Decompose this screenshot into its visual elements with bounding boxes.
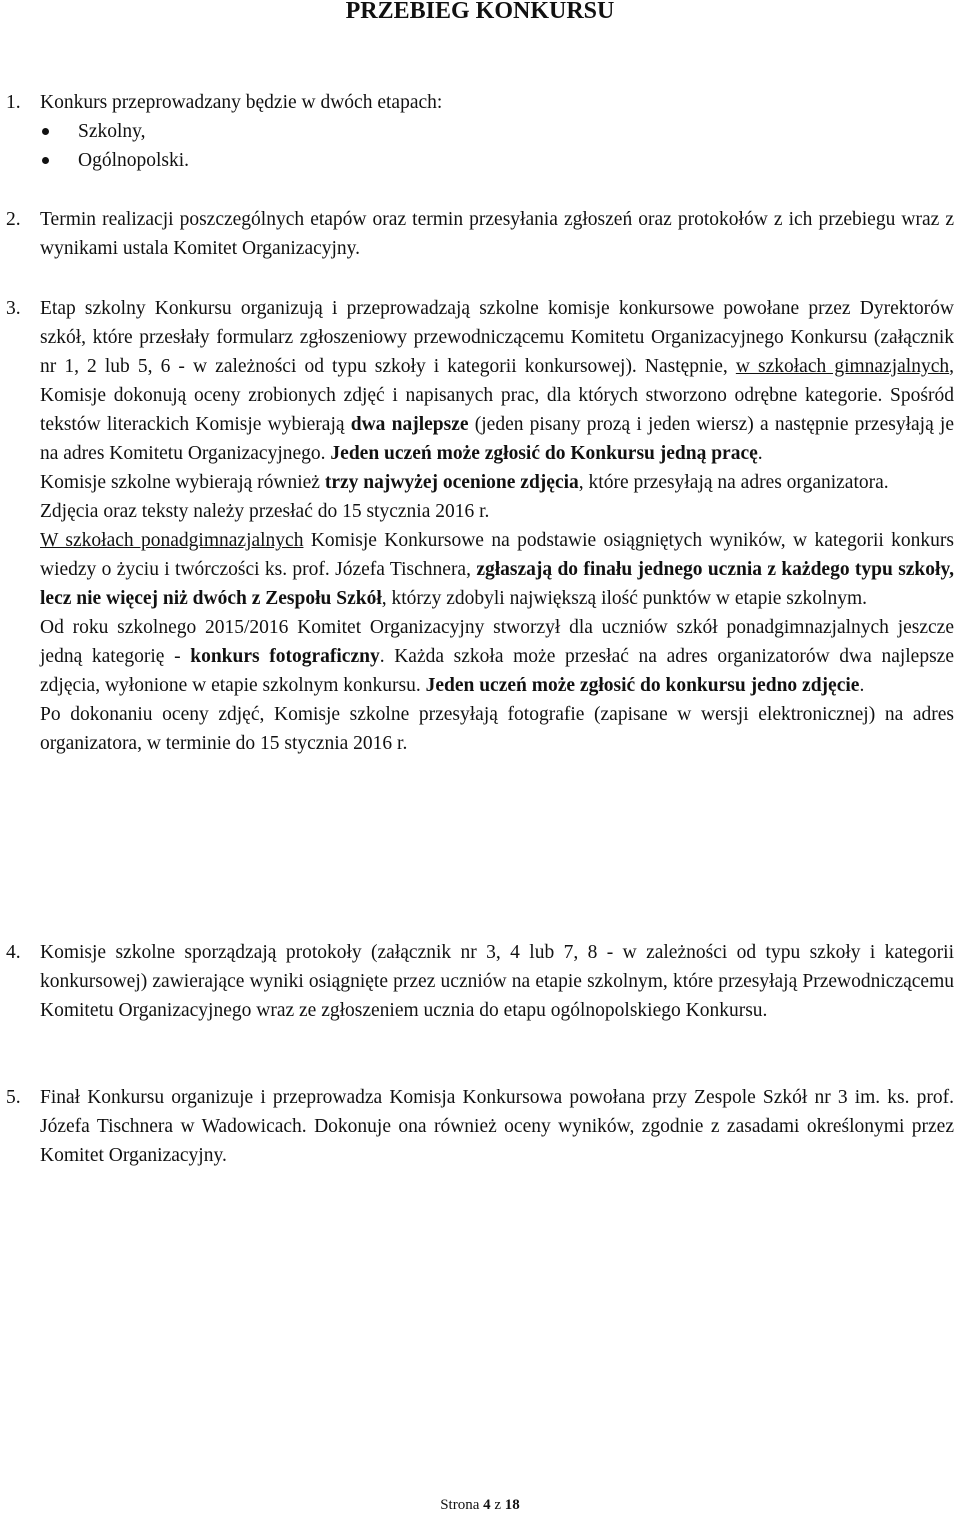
footer-page-number: 4 (483, 1497, 491, 1513)
stage-list-item: Szkolny, (40, 117, 189, 146)
text-run: Komisje Konkursowe na podstawie osiągniętych wyników, w kategorii konkurs wiedzy o życiu i twórczości ks. prof. Józefa Tischnera, (40, 530, 954, 580)
section-3-paragraph (40, 468, 954, 497)
section-5-number: 5. (6, 1087, 21, 1108)
text-run: (jeden pisany prozą i jeden wiersz) a następnie przesyłają je na adres Komitetu Organizacyjnego. (40, 414, 955, 464)
bold-text: trzy najwyżej ocenione zdjęcia (324, 472, 579, 493)
text-run: Od roku szkolnego 2015/2016 Komitet Organizacyjny stworzył dla uczniów szkół ponadgimnazjalnych jeszcze jedną kategorię - (40, 617, 954, 667)
section-4-text: Komisje szkolne sporządzają protokoły (załącznik nr 3, 4 lub 7, 8 - w zależności od typu szkoły i kategorii konkursowej) zawierające wyniki osiągnięte przez uczniów na etapie szkolnym, które przesyłają Przewodniczącemu Komitetu Organizacyjnego wraz ze zgłoszeniem ucznia do etapu ogólnopolskiego Konkursu. (40, 942, 954, 1021)
section-3-paragraph: Po dokonaniu oceny zdjęć, Komisje szkolne przesyłają fotografie (zapisane w wersji elektronicznej) na adres organizatora, w terminie do 15 stycznia 2016 r. (40, 704, 954, 754)
text-run: Komisje szkolne wybierają również (40, 472, 325, 493)
footer-label: Strona (440, 1497, 480, 1513)
section-4-number: 4. (6, 942, 21, 963)
text-run: , którzy zdobyli największą ilość punktów w etapie szkolnym. (381, 588, 867, 609)
section-5-text: Finał Konkursu organizuje i przeprowadza Komisja Konkursowa powołana przy Zespole Szkół nr 3 im. ks. prof. Józefa Tischnera w Wadowicach. Dokonuje ona również oceny wyników, zgodnie z zasadami określonymi przez Komitet Organizacyjny. (40, 1087, 954, 1166)
bold-text: konkurs fotograficzny (190, 646, 380, 667)
footer-total-pages: 18 (504, 1497, 520, 1513)
underlined-text: w szkołach gimnazjalnych (735, 356, 950, 377)
section-3-body (40, 294, 954, 758)
bold-text: Jeden uczeń może zgłosić do konkursu jedno zdjęcie (425, 675, 860, 696)
section-1-number: 1. (6, 92, 21, 113)
bold-text: dwa najlepsze (350, 414, 469, 435)
text-run: Etap szkolny Konkursu organizują i przeprowadzają szkolne komisje konkursowe powołane przez Dyrektorów szkół, które przesłały formularz zgłoszeniowy przewodniczącemu Komitetu Organizacyjnego Konkursu (załącznik nr 1, 2 lub 5, 6 - w zależności od typu szkoły i kategorii konkursowej). Następnie, (40, 298, 954, 377)
section-3-paragraph (40, 294, 954, 468)
section-3-paragraph (40, 613, 954, 700)
text-run: . (757, 443, 763, 464)
stage-list (40, 117, 189, 175)
section-2-text: Termin realizacji poszczególnych etapów oraz termin przesyłania zgłoszeń oraz protokołów z ich przebiegu wraz z wynikami ustala Komitet Organizacyjny. (40, 209, 954, 259)
section-1-text: Konkurs przeprowadzany będzie w dwóch etapach: (40, 92, 443, 113)
section-3-paragraph: Zdjęcia oraz teksty należy przesłać do 15 stycznia 2016 r. (40, 501, 490, 522)
page-footer (0, 1496, 960, 1514)
bold-text: zgłaszają do finału jednego ucznia z każdego typu szkoły, lecz nie więcej niż dwóch z Zespołu Szkół (40, 559, 954, 609)
text-run: . (859, 675, 865, 696)
page-title: PRZEBIEG KONKURSU (345, 0, 615, 24)
text-run: , które przesyłają na adres organizatora. (578, 472, 889, 493)
section-3-paragraph (40, 526, 954, 613)
underlined-text: W szkołach ponadgimnazjalnych (40, 530, 304, 551)
section-3-number: 3. (6, 298, 21, 319)
stage-list-item: Ogólnopolski. (40, 146, 189, 175)
text-run: . Każda szkoła może przesłać na adres organizatorów dwa najlepsze zdjęcia, wyłonione w etapie szkolnym konkursu. (40, 646, 954, 696)
section-2-number: 2. (6, 209, 21, 230)
text-run: , Komisje dokonują oceny zrobionych zdjęć i napisanych prac, dla których stworzono odrębne kategorie. Spośród tekstów literackich Komisje wybierają (40, 356, 954, 435)
footer-of: z (494, 1497, 502, 1513)
bold-text: Jeden uczeń może zgłosić do Konkursu jedną pracę (330, 443, 758, 464)
